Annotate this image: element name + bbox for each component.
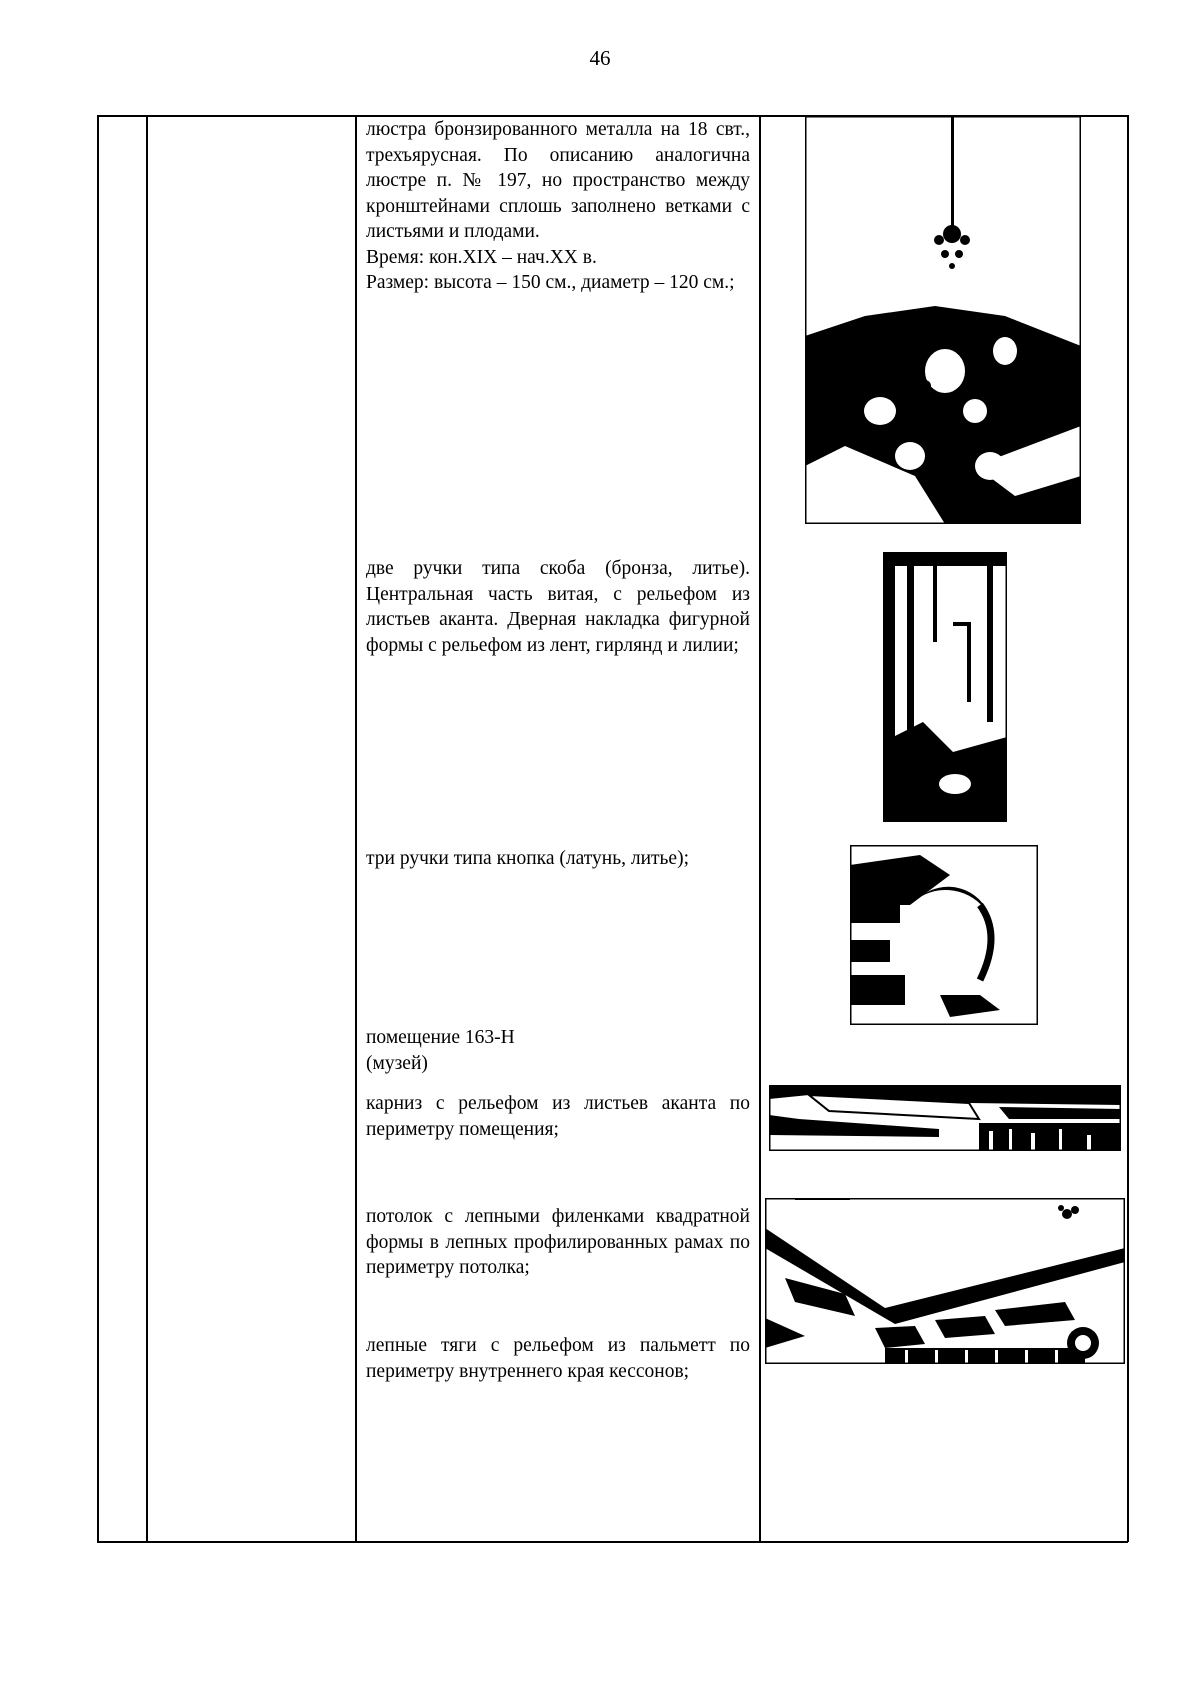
page-number: 46 — [589, 46, 611, 70]
entry-chandelier-time: Время: кон.XIX – нач.XX в. — [366, 246, 597, 268]
entry-moldings — [366, 1333, 750, 1384]
entry-ceiling-description: потолок с лепными филенками квадратной формы в лепных профилированных рамах по периметру потолка; — [366, 1206, 750, 1278]
column-divider-1 — [146, 115, 148, 1542]
room-heading-purpose: (музей) — [366, 1052, 428, 1074]
ceiling-photo — [765, 1198, 1125, 1364]
entry-moldings-description: лепные тяги с рельефом из пальметт по периметру внутреннего края кессонов; — [366, 1335, 750, 1382]
entry-chandelier — [366, 117, 750, 296]
room-heading-name: помещение 163-Н — [366, 1027, 515, 1048]
table-left-border — [97, 115, 99, 1542]
knob-handles-photo — [850, 845, 1038, 1025]
entry-bracket-handles-description: две ручки типа скоба (бронза, литье). Центральная часть витая, с рельефом из листьев аканта. Дверная накладка фигурной формы с рельефом из лент, гирлянд и лилии; — [366, 558, 750, 656]
entry-ceiling — [366, 1204, 750, 1281]
table-bottom-border — [97, 1541, 1128, 1543]
cornice-photo — [769, 1085, 1121, 1151]
column-divider-3 — [759, 115, 761, 1542]
table-right-border — [1127, 115, 1129, 1542]
entry-knob-handles-description: три ручки типа кнопка (латунь, литье); — [366, 848, 689, 869]
entry-cornice-description: карниз с рельефом из листьев аканта по периметру помещения; — [366, 1093, 750, 1140]
entry-knob-handles — [366, 846, 750, 872]
bracket-handles-photo — [883, 552, 1007, 822]
column-divider-2 — [355, 115, 357, 1542]
chandelier-photo — [805, 116, 1081, 524]
room-heading — [366, 1025, 750, 1076]
entry-bracket-handles — [366, 556, 750, 658]
entry-chandelier-description: люстра бронзированного металла на 18 свт., трехъярусная. По описанию аналогична люстре п. № 197, но пространство между кронштейнами сплошь заполнено ветками с листьями и плодами. — [366, 119, 750, 242]
entry-cornice — [366, 1091, 750, 1142]
entry-chandelier-size: Размер: высота – 150 см., диаметр – 120 см.; — [366, 272, 735, 293]
